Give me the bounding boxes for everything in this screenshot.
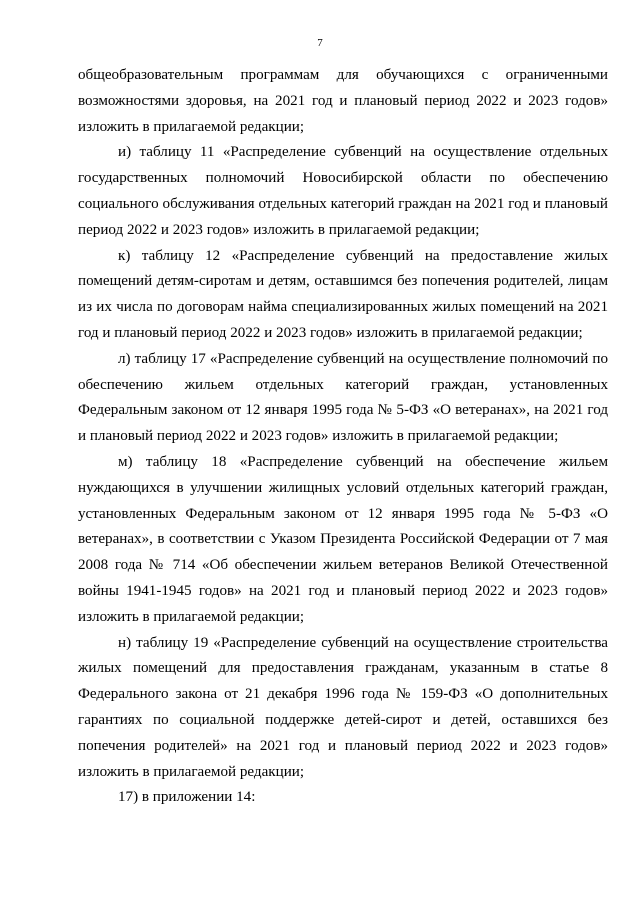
paragraph-item-k: к) таблицу 12 «Распределение субвенций на предоставление жилых помещений детям-сиротам и детям, оставшимся без попечения родителей, лицам из их числа по договорам найма специализированных жилых помещений на 2021 год и плановый период 2022 и 2023 годов» изложить в прилагаемой редакции; xyxy=(78,247,608,341)
paragraph-item-l: л) таблицу 17 «Распределение субвенций на осуществление полномочий по обеспечению жильем отдельных категорий граждан, установленных Федеральным законом от 12 января 1995 года № 5-ФЗ «О ветеранах», на 2021 год и плановый период 2022 и 2023 годов» изложить в прилагаемой редакции; xyxy=(78,350,608,445)
paragraph-item-n: н) таблицу 19 «Распределение субвенций на осуществление строительства жилых помещений для предоставления гражданам, указанным в статье 8 Федерального закона от 21 декабря 1996 года № 159-ФЗ «О дополнительных гарантиях по социальной поддержке детей-сирот и детей, оставшихся без попечения родителей» на 2021 год и плановый период 2022 и 2023 годов» изложить в прилагаемой редакции; xyxy=(78,634,608,780)
page-number: 7 xyxy=(317,37,323,49)
paragraph-item-17: 17) в приложении 14: xyxy=(118,789,256,806)
paragraph-item-i: и) таблицу 11 «Распределение субвенций на осуществление отдельных государственных полномочий Новосибирской области по обеспечению социального обслуживания отдельных категорий граждан на 2021 год и плановый период 2022 и 2023 годов» изложить в прилагаемой редакции; xyxy=(78,144,608,238)
page-body xyxy=(78,63,608,811)
paragraph-continuation: общеобразовательным программам для обучающихся с ограниченными возможностями здоровья, на 2021 год и плановый период 2022 и 2023 годов» изложить в прилагаемой редакции; xyxy=(78,67,608,135)
paragraph-item-m: м) таблицу 18 «Распределение субвенций на обеспечение жильем нуждающихся в улучшении жилищных условий отдельных категорий граждан, установленных Федеральным законом от 12 января 1995 года № 5-ФЗ «О ветеранах», в соответствии с Указом Президента Российской Федерации от 7 мая 2008 года № 714 «Об обеспечении жильем ветеранов Великой Отечественной войны 1941-1945 годов» на 2021 год и плановый период 2022 и 2023 годов» изложить в прилагаемой редакции; xyxy=(78,453,608,625)
